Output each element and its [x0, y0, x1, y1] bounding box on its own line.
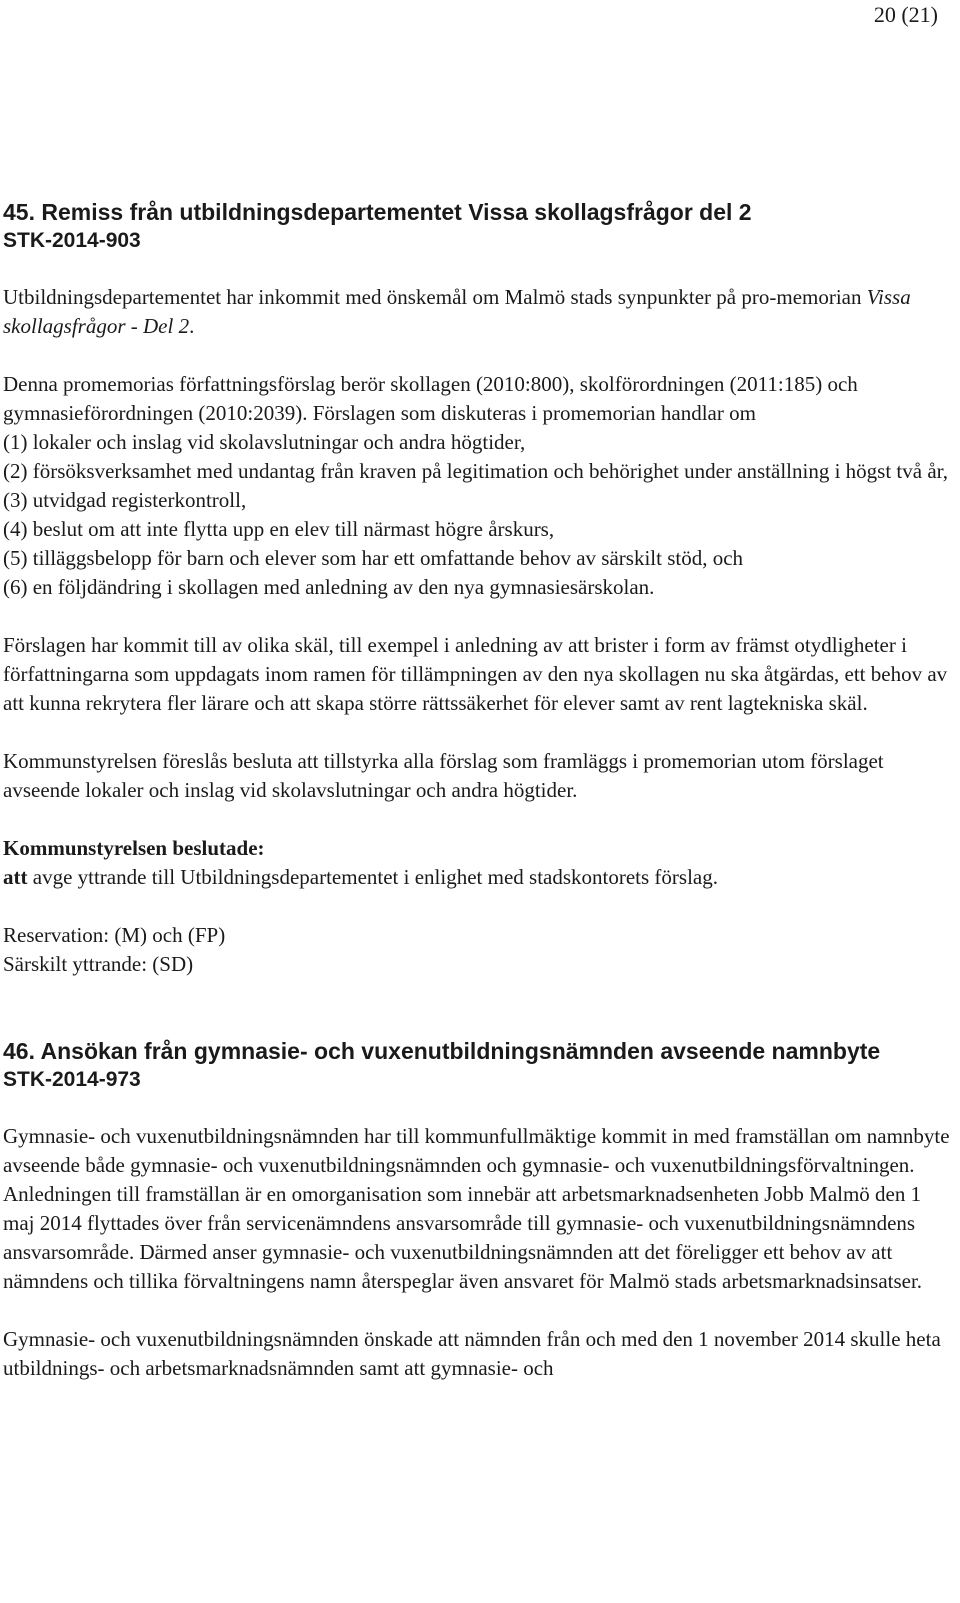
list-item: (3) utvidgad registerkontroll, [3, 488, 247, 512]
decision-heading: Kommunstyrelsen beslutade: [3, 836, 265, 860]
section-46-paragraph-1: Gymnasie- och vuxenutbildningsnämnden har till kommunfullmäktige kommit in med framställan om namnbyte avseende både gymnasie- och vuxenutbildningsnämnden och gymnasie- och vuxenutbildningsförvaltningen. Anledningen till framställan är en omorganisation som innebär att arbetsmarknadsenheten Jobb Malmö den 1 maj 2014 flyttades över från servicenämndens ansvarsområde till gymnasie- och vuxenutbildningsnämndens ansvarsområde. Därmed anser gymnasie- och vuxenutbildningsnämnden att det föreligger ett behov av att nämndens och tillika förvaltningens namn återspeglar även ansvaret för Malmö stads arbetsmarknadsinsatser. [3, 1124, 950, 1293]
document-body [3, 198, 953, 1383]
special-statement: Särskilt yttrande: (SD) [3, 952, 194, 976]
memo-title: Vissa skollagsfrågor - Del 2 [3, 285, 911, 338]
section-46 [3, 1037, 953, 1383]
page-number: 20 (21) [873, 2, 938, 27]
list-item: (1) lokaler och inslag vid skolavslutningar och andra högtider, [3, 430, 526, 454]
section-46-heading: 46. Ansökan från gymnasie- och vuxenutbildningsnämnden avseende namnbyte [3, 1038, 881, 1064]
section-45-paragraph-1 [3, 283, 953, 341]
p1-end: . [189, 314, 195, 338]
section-46-paragraph-2: Gymnasie- och vuxenutbildningsnämnden önskade att nämnden från och med den 1 november 2014 skulle heta utbildnings- och arbetsmarknadsnämnden samt att gymnasie- och [3, 1327, 941, 1380]
section-45-heading: 45. Remiss från utbildningsdepartementet Vissa skollagsfrågor del 2 [3, 199, 752, 225]
list-item: (5) tilläggsbelopp för barn och elever som har ett omfattande behov av särskilt stöd, och [3, 546, 744, 570]
p1-text: Utbildningsdepartementet har inkommit med önskemål om Malmö stads synpunkter på pro-memorian [3, 285, 867, 309]
section-45-paragraph-2: Denna promemorias författningsförslag berör skollagen (2010:800), skolförordningen (2011:185) och gymnasieförordningen (2010:2039). Förslagen som diskuteras i promemorian handlar om [3, 372, 858, 425]
section-45 [3, 198, 953, 979]
decision-body: avge yttrande till Utbildningsdepartementet i enlighet med stadskontorets förslag. [27, 865, 718, 889]
section-45-reference: STK-2014-903 [3, 229, 141, 252]
list-item: (4) beslut om att inte flytta upp en elev till närmast högre årskurs, [3, 517, 555, 541]
section-46-reference: STK-2014-973 [3, 1068, 141, 1091]
decision-att: att [3, 865, 28, 889]
list-item: (2) försöksverksamhet med undantag från kraven på legitimation och behörighet under anställning i högst två år, [3, 459, 949, 483]
section-45-paragraph-3: Förslagen har kommit till av olika skäl, till exempel i anledning av att brister i form av främst otydligheter i författningarna som uppdagats inom ramen för tillämpningen av den nya skollagen nu ska åtgärdas, ett behov av att kunna rekrytera fler lärare och att skapa större rättssäkerhet för elever samt av rent lagtekniska skäl. [3, 633, 948, 715]
proposal-list [3, 428, 953, 602]
reservation: Reservation: (M) och (FP) [3, 923, 226, 947]
list-item: (6) en följdändring i skollagen med anledning av den nya gymnasiesärskolan. [3, 575, 655, 599]
section-45-paragraph-4: Kommunstyrelsen föreslås besluta att tillstyrka alla förslag som framläggs i promemorian utom förslaget avseende lokaler och inslag vid skolavslutningar och andra högtider. [3, 749, 884, 802]
decision-text [3, 863, 953, 892]
